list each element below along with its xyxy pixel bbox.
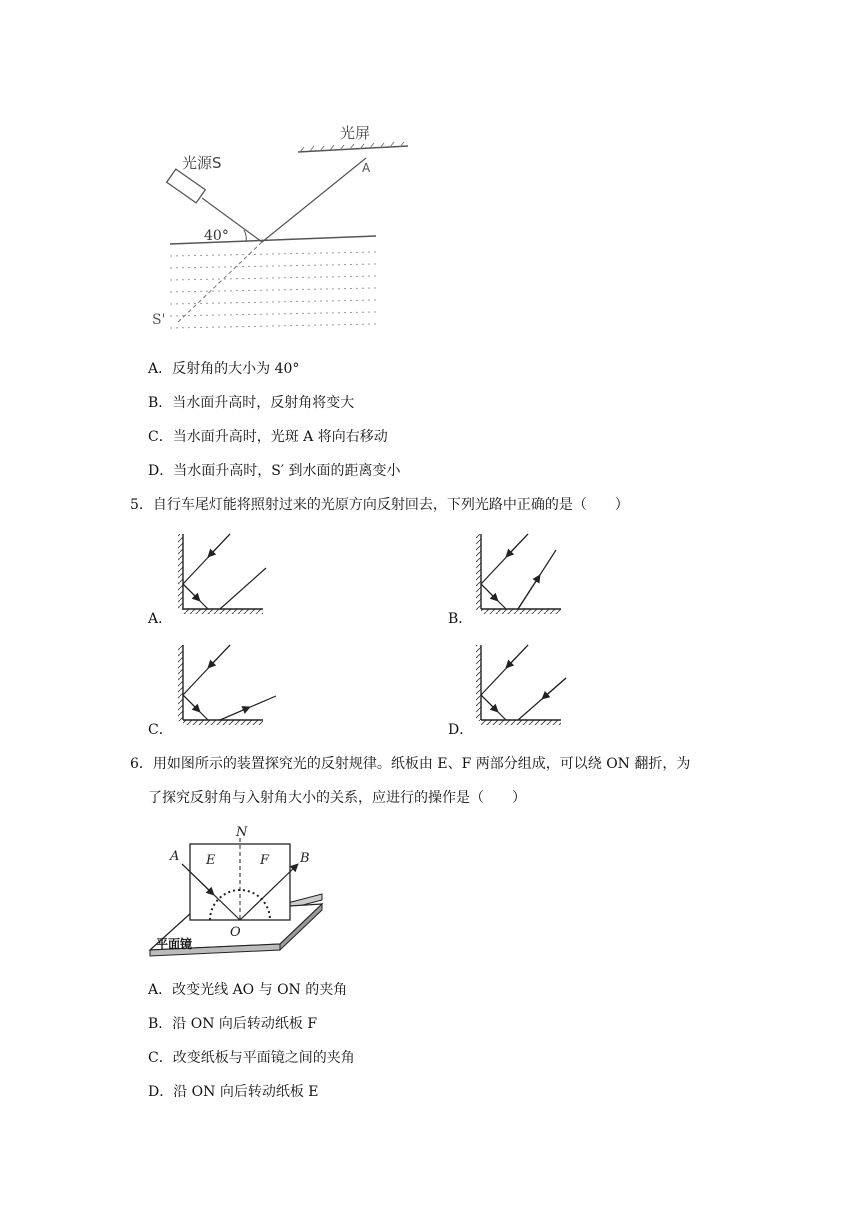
option-text: 沿 ON 向后转动纸板 F	[172, 1016, 318, 1032]
label-o: O	[230, 925, 241, 940]
q4-option-a	[148, 360, 299, 378]
question-text: 用如图所示的装置探究光的反射规律。纸板由 E、F 两部分组成，可以绕 ON 翻折，为	[152, 756, 691, 772]
spot-label: A	[362, 161, 371, 175]
q5-figure-c	[178, 645, 276, 725]
label-e: E	[206, 853, 216, 868]
q6-stem-line2: 了探究反射角与入射角大小的关系，应进行的操作是（ ）	[148, 790, 526, 806]
label-b: B	[300, 851, 310, 866]
question-number: 6．	[130, 756, 153, 772]
q5-option-d-letter: D．	[448, 722, 474, 738]
option-letter: D．	[148, 1084, 174, 1100]
option-letter: C．	[148, 1050, 173, 1066]
light-source-box	[167, 169, 206, 203]
q6-option-d	[148, 1083, 319, 1101]
reflected-ray	[262, 158, 366, 242]
water-reflection-figure	[140, 118, 440, 338]
q5-stem	[130, 496, 629, 514]
option-letter: A．	[148, 361, 173, 377]
option-letter: B．	[148, 1016, 173, 1032]
option-letter: A．	[148, 982, 173, 998]
option-text: 当水面升高时，光斑 A 将向右移动	[172, 429, 388, 445]
q5-option-c-letter: C．	[148, 722, 173, 738]
q4-option-d	[148, 462, 400, 480]
water-surface	[170, 236, 376, 244]
reflection-apparatus-figure	[148, 824, 348, 964]
option-text: 沿 ON 向后转动纸板 E	[173, 1084, 319, 1100]
option-letter: C．	[148, 429, 173, 445]
question-number: 5．	[130, 497, 153, 513]
q5-figure-b	[476, 534, 561, 614]
option-text: 反射角的大小为 40°	[172, 361, 300, 377]
option-text: 改变光线 AO 与 ON 的夹角	[172, 982, 348, 998]
label-a: A	[170, 849, 180, 864]
label-n: N	[236, 825, 248, 840]
mirror-label: 平面镜	[156, 937, 193, 951]
q6-stem-line1	[130, 755, 690, 773]
q6-option-c	[148, 1049, 355, 1067]
option-text: 当水面升高时，反射角将变大	[172, 395, 355, 411]
label-f: F	[260, 853, 270, 868]
option-letter: D．	[148, 463, 174, 479]
q5-options-figures	[0, 520, 860, 760]
q6-option-b	[148, 1015, 317, 1033]
screen-label: 光屏	[340, 124, 371, 142]
source-label: 光源S	[182, 154, 222, 172]
q4-option-b	[148, 394, 354, 412]
q5-figure-a	[178, 534, 266, 614]
question-text: 自行车尾灯能将照射过来的光原方向反射回去，下列光路中正确的是（ ）	[152, 497, 629, 513]
option-text: 改变纸板与平面镜之间的夹角	[172, 1050, 355, 1066]
q6-option-a	[148, 981, 347, 999]
q5-option-a-letter: A．	[148, 611, 173, 627]
q5-option-b-letter: B．	[448, 611, 473, 627]
angle-label: 40°	[204, 228, 229, 244]
option-letter: B．	[148, 395, 173, 411]
q5-figure-d	[476, 645, 566, 725]
virtual-ray	[176, 242, 262, 324]
option-text: 当水面升高时，S′ 到水面的距离变小	[173, 463, 401, 479]
light-screen	[298, 146, 408, 152]
q4-option-c	[148, 428, 388, 446]
image-label: S'	[152, 312, 166, 328]
